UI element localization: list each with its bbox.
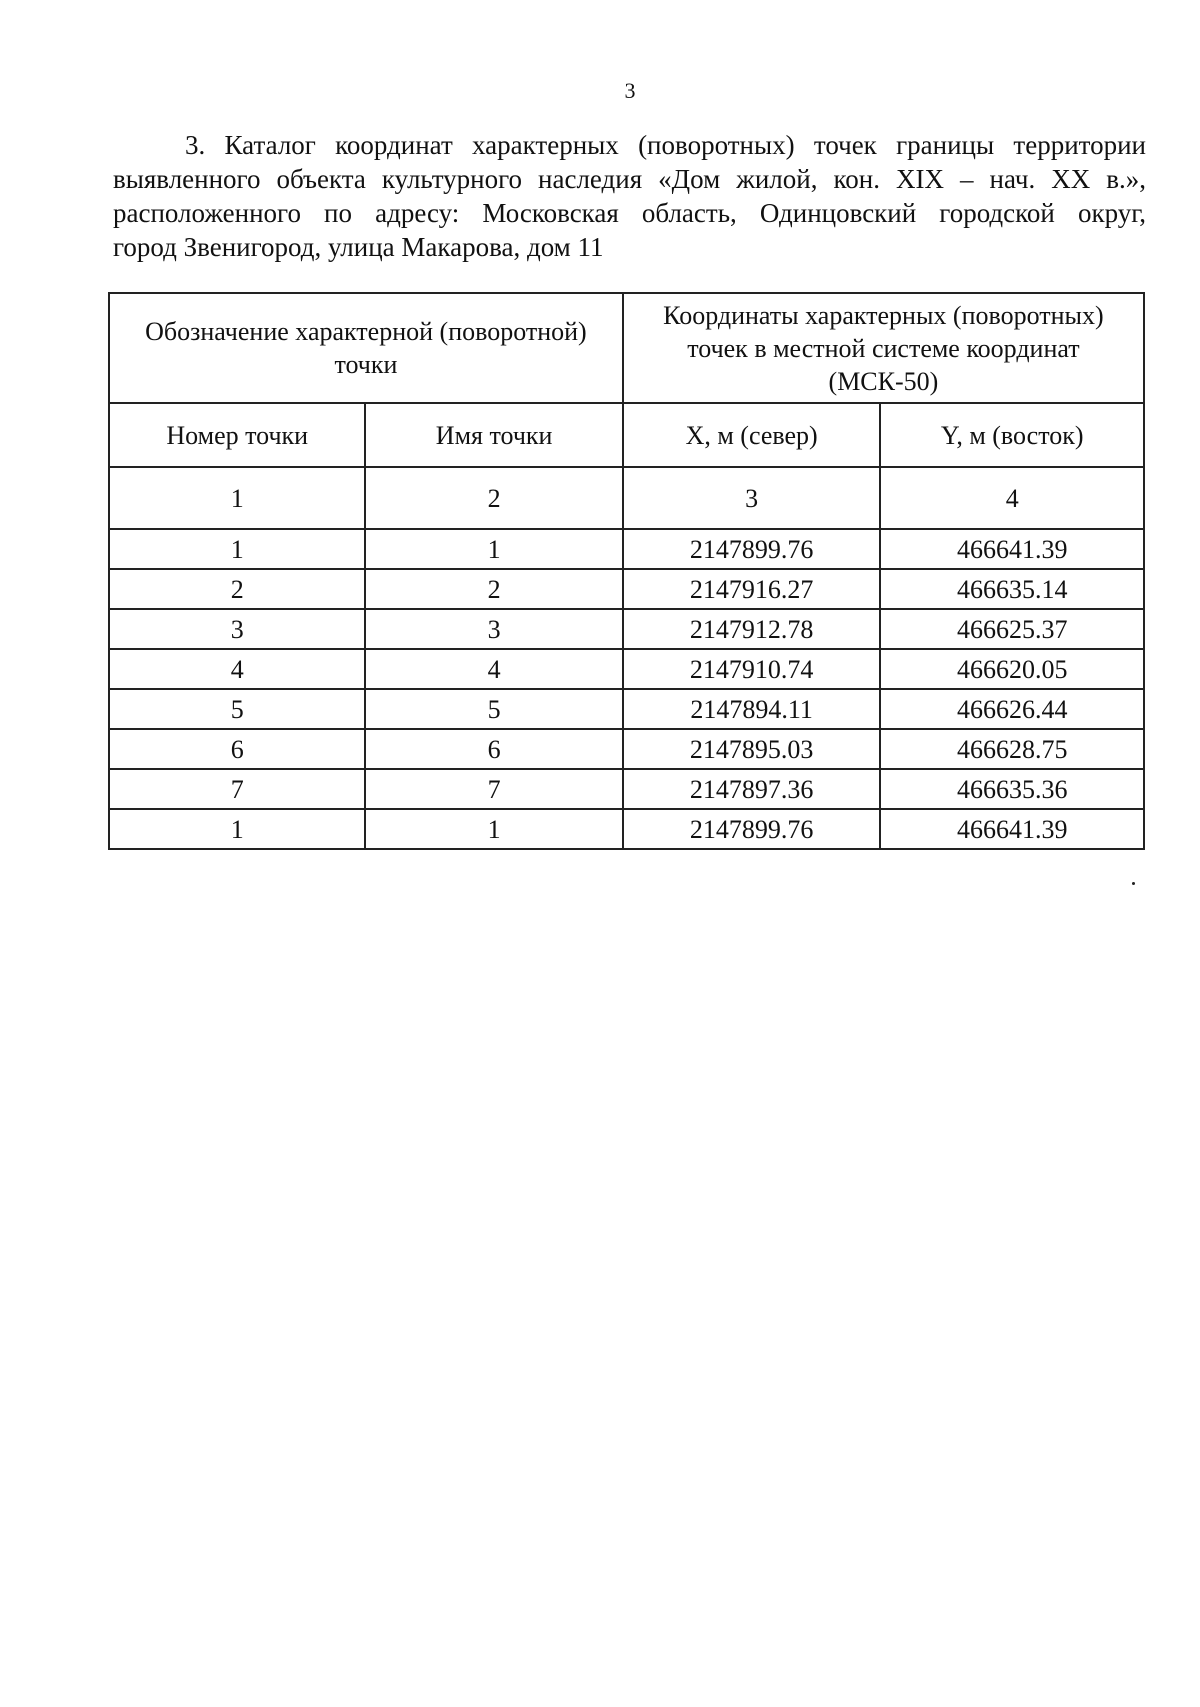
table-column-numbers-row xyxy=(109,467,1144,529)
y-coordinate-cell: 466625.37 xyxy=(880,609,1144,649)
table-row xyxy=(109,689,1144,729)
table-row xyxy=(109,809,1144,849)
point-number-cell: 6 xyxy=(109,729,365,769)
point-name-cell: 2 xyxy=(365,569,622,609)
table-header-group-row xyxy=(109,293,1144,403)
point-number-cell: 2 xyxy=(109,569,365,609)
table-row xyxy=(109,569,1144,609)
x-coordinate-cell: 2147910.74 xyxy=(623,649,881,689)
column-number: 3 xyxy=(623,467,881,529)
paragraph-line: расположенного по адресу: Московская область, Одинцовский городской округ, xyxy=(113,198,1146,228)
point-name-cell: 1 xyxy=(365,529,622,569)
table-header-row xyxy=(109,403,1144,467)
header-coordinates: Координаты характерных (поворотных) точек в местной системе координат (МСК-50) xyxy=(623,293,1144,403)
point-name-cell: 3 xyxy=(365,609,622,649)
point-number-cell: 7 xyxy=(109,769,365,809)
column-number: 2 xyxy=(365,467,622,529)
table-row xyxy=(109,729,1144,769)
point-name-cell: 5 xyxy=(365,689,622,729)
point-name-cell: 4 xyxy=(365,649,622,689)
y-coordinate-cell: 466620.05 xyxy=(880,649,1144,689)
y-coordinate-cell: 466635.36 xyxy=(880,769,1144,809)
x-coordinate-cell: 2147912.78 xyxy=(623,609,881,649)
y-coordinate-cell: 466641.39 xyxy=(880,529,1144,569)
table-row xyxy=(109,609,1144,649)
paragraph-line: 3. Каталог координат характерных (поворотных) точек границы территории xyxy=(185,130,1146,160)
scan-artifact-dot xyxy=(1132,882,1135,885)
x-coordinate-cell: 2147916.27 xyxy=(623,569,881,609)
table-row xyxy=(109,649,1144,689)
x-coordinate-cell: 2147899.76 xyxy=(623,809,881,849)
point-number-cell: 5 xyxy=(109,689,365,729)
header-y-east: Y, м (восток) xyxy=(880,403,1144,467)
point-name-cell: 7 xyxy=(365,769,622,809)
table-row xyxy=(109,529,1144,569)
header-point-designation: Обозначение характерной (поворотной) точки xyxy=(109,293,623,403)
x-coordinate-cell: 2147899.76 xyxy=(623,529,881,569)
page-number: 3 xyxy=(624,78,636,103)
y-coordinate-cell: 466641.39 xyxy=(880,809,1144,849)
paragraph-line: город Звенигород, улица Макарова, дом 11 xyxy=(113,232,604,262)
coordinates-table xyxy=(108,292,1145,850)
y-coordinate-cell: 466626.44 xyxy=(880,689,1144,729)
point-number-cell: 4 xyxy=(109,649,365,689)
point-number-cell: 3 xyxy=(109,609,365,649)
header-point-name: Имя точки xyxy=(365,403,622,467)
x-coordinate-cell: 2147894.11 xyxy=(623,689,881,729)
y-coordinate-cell: 466628.75 xyxy=(880,729,1144,769)
x-coordinate-cell: 2147897.36 xyxy=(623,769,881,809)
table-row xyxy=(109,769,1144,809)
point-name-cell: 1 xyxy=(365,809,622,849)
paragraph-line: выявленного объекта культурного наследия «Дом жилой, кон. XIX – нач. XX в.», xyxy=(113,164,1146,194)
y-coordinate-cell: 466635.14 xyxy=(880,569,1144,609)
x-coordinate-cell: 2147895.03 xyxy=(623,729,881,769)
header-point-number: Номер точки xyxy=(109,403,365,467)
point-number-cell: 1 xyxy=(109,809,365,849)
column-number: 1 xyxy=(109,467,365,529)
point-number-cell: 1 xyxy=(109,529,365,569)
header-x-north: X, м (север) xyxy=(623,403,881,467)
point-name-cell: 6 xyxy=(365,729,622,769)
column-number: 4 xyxy=(880,467,1144,529)
catalog-description xyxy=(113,128,1146,264)
